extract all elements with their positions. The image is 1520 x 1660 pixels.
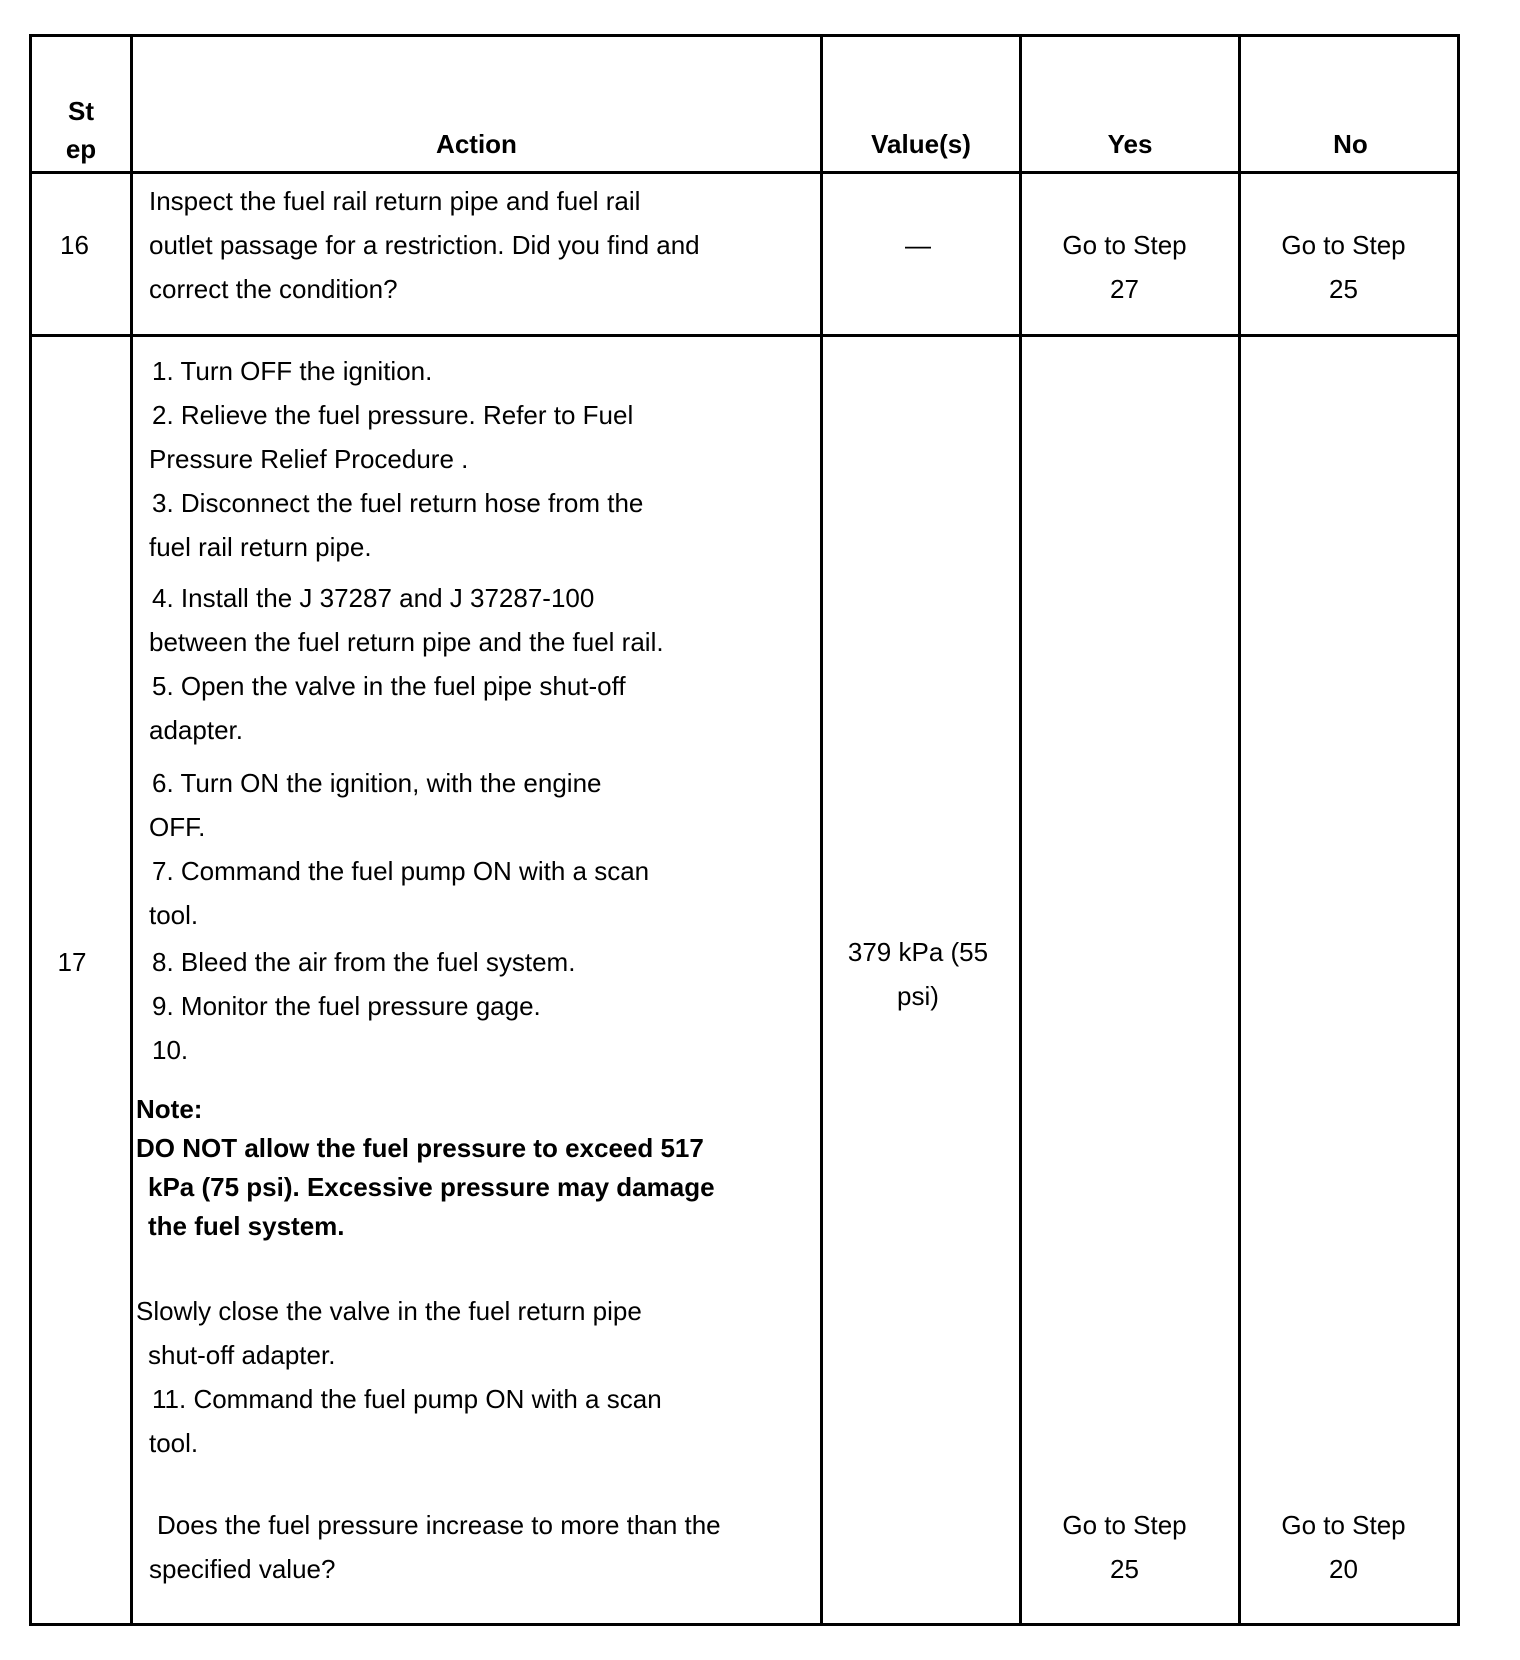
procedure-item: 8. Bleed the air from the fuel system. xyxy=(152,947,576,977)
question-text: Does the fuel pressure increase to more than the specified value? xyxy=(149,1510,721,1584)
note-label: Note: xyxy=(136,1094,203,1124)
column-divider xyxy=(820,37,823,1623)
procedure-item: 9. Monitor the fuel pressure gage. xyxy=(152,991,541,1021)
header-step: St ep xyxy=(65,96,97,164)
header-values: Value(s) xyxy=(871,129,971,159)
row17-step: 17 xyxy=(57,947,87,977)
row17-value: 379 kPa (55 psi) xyxy=(847,937,989,1011)
procedure-item: Slowly close the valve in the fuel return pipe shut-off adapter. xyxy=(136,1296,642,1370)
header-no: No xyxy=(1333,129,1368,159)
procedure-item: 7. Command the fuel pump ON with a scan tool. xyxy=(149,856,650,930)
procedure-item: 5. Open the valve in the fuel pipe shut-off adapter. xyxy=(149,671,626,745)
procedure-item: 2. Relieve the fuel pressure. Refer to Fuel Pressure Relief Procedure . xyxy=(149,400,634,474)
row16-no: Go to Step 25 xyxy=(1281,230,1406,304)
row-divider xyxy=(32,334,1457,337)
diagnostic-table xyxy=(29,34,1460,1626)
procedure-item: 10. xyxy=(152,1035,189,1065)
row17-yes: Go to Step 25 xyxy=(1062,1510,1187,1584)
procedure-item: 3. Disconnect the fuel return hose from the fuel rail return pipe. xyxy=(149,488,644,562)
header-yes: Yes xyxy=(1107,129,1153,159)
row16-yes: Go to Step 27 xyxy=(1062,230,1187,304)
row16-step: 16 xyxy=(60,230,89,260)
procedure-item: 4. Install the J 37287 and J 37287-100 between the fuel return pipe and the fuel rail. xyxy=(149,583,664,657)
row16-value: — xyxy=(905,230,931,260)
note-block: Note: DO NOT allow the fuel pressure to exceed 517 kPa (75 psi). Excessive pressure may damage the fuel system. xyxy=(136,1090,715,1246)
procedure-item: 11. Command the fuel pump ON with a scan tool. xyxy=(149,1384,662,1458)
column-divider xyxy=(130,37,133,1623)
procedure-item: 1. Turn OFF the ignition. xyxy=(152,356,433,386)
header-action: Action xyxy=(436,129,517,159)
row-divider xyxy=(32,171,1457,174)
row16-action: Inspect the fuel rail return pipe and fuel rail outlet passage for a restriction. Did you find and correct the condition? xyxy=(149,186,700,304)
procedure-item: 6. Turn ON the ignition, with the engine OFF. xyxy=(149,768,602,842)
row17-no: Go to Step 20 xyxy=(1281,1510,1406,1584)
